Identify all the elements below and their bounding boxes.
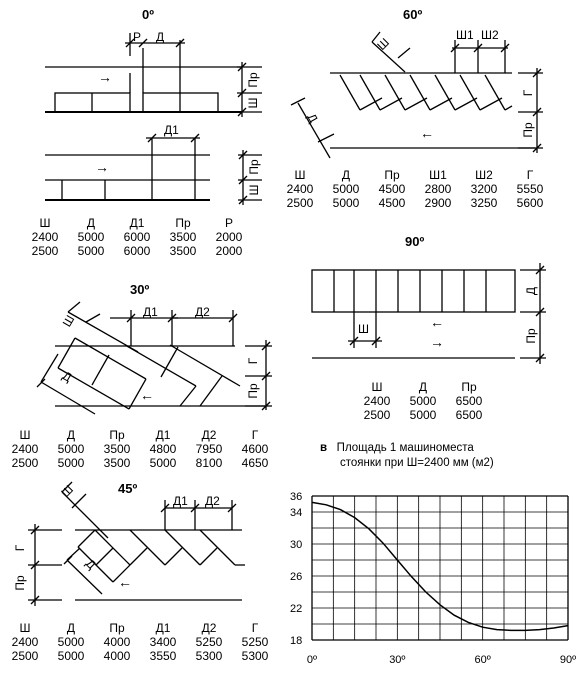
table-header-row xyxy=(2,428,278,442)
label-0-sh: Ш xyxy=(246,97,260,109)
arrow-60: ← xyxy=(420,125,434,141)
label-30-sh: Ш xyxy=(59,312,78,330)
chart-title xyxy=(320,441,570,471)
table-cell: 2800 xyxy=(424,182,452,196)
table-cell: Ш xyxy=(294,168,306,182)
table-cell: 6500 xyxy=(455,408,483,422)
label-0-d: Д xyxy=(156,30,165,44)
table-60 xyxy=(277,168,553,210)
table-cell: Д1 xyxy=(155,621,171,635)
table-row xyxy=(2,456,278,470)
label-60-sh: Ш xyxy=(374,35,393,54)
table-cell: 5000 xyxy=(77,244,105,258)
table-cell: 5000 xyxy=(332,182,360,196)
label-45-d2: Д2 xyxy=(205,494,220,508)
label-0-sh-lower: Ш xyxy=(247,184,261,196)
table-cell: Д xyxy=(418,380,428,394)
table-cell: 5000 xyxy=(57,635,85,649)
label-30-d1: Д1 xyxy=(143,305,158,319)
table-cell: Ш xyxy=(19,428,31,442)
table-cell: 2500 xyxy=(363,408,391,422)
table-header-row xyxy=(354,380,492,394)
table-row xyxy=(2,649,278,663)
arrow-90-right: → xyxy=(430,334,444,350)
table-row xyxy=(354,408,492,422)
table-cell: Д xyxy=(66,621,76,635)
label-60-d: Д xyxy=(304,110,321,126)
table-row xyxy=(2,442,278,456)
table-cell: 3250 xyxy=(470,196,498,210)
y-tick-label: 26 xyxy=(290,571,303,583)
table-cell: 5250 xyxy=(195,635,223,649)
label-0-r: Р xyxy=(133,30,142,44)
scheme-0-upper xyxy=(45,33,262,117)
label-0-pr: Пр xyxy=(246,72,260,88)
table-cell: 5000 xyxy=(57,649,85,663)
title-30: 30º xyxy=(130,282,150,297)
x-tick-label: 0º xyxy=(306,654,318,666)
table-header-row xyxy=(2,621,278,635)
table-cell: 4800 xyxy=(149,442,177,456)
table-cell: 2400 xyxy=(31,230,59,244)
label-45-g: Г xyxy=(13,544,27,552)
table-cell: Ш xyxy=(371,380,383,394)
label-45-d1: Д1 xyxy=(173,494,188,508)
table-cell: 4500 xyxy=(378,182,406,196)
label-90-pr: Пр xyxy=(524,328,538,344)
table-cell: 5000 xyxy=(409,408,437,422)
table-row xyxy=(277,182,553,196)
label-30-d2: Д2 xyxy=(195,305,210,319)
table-cell: 4000 xyxy=(103,649,131,663)
table-cell: 3500 xyxy=(103,442,131,456)
y-tick-label: 34 xyxy=(290,507,303,519)
y-tick-label: 18 xyxy=(290,635,303,647)
label-30-pr: Пр xyxy=(246,383,260,399)
table-cell: 2000 xyxy=(215,244,243,258)
table-cell: 6000 xyxy=(123,244,151,258)
table-cell: 5000 xyxy=(57,442,85,456)
arrow-30: ← xyxy=(140,387,154,403)
table-cell: 5600 xyxy=(516,196,544,210)
table-cell: 4650 xyxy=(241,456,269,470)
table-cell: 6000 xyxy=(123,230,151,244)
table-cell: 3400 xyxy=(149,635,177,649)
table-cell: Д xyxy=(66,428,76,442)
table-cell: Пр xyxy=(461,380,477,394)
label-30-d: Д xyxy=(59,368,75,385)
label-0-d1: Д1 xyxy=(164,123,179,137)
table-cell: 7950 xyxy=(195,442,223,456)
scheme-90 xyxy=(312,263,546,364)
table-cell: Д2 xyxy=(201,428,217,442)
table-cell: 5300 xyxy=(195,649,223,663)
table-cell: Пр xyxy=(384,168,400,182)
table-cell: 5300 xyxy=(241,649,269,663)
table-cell: Пр xyxy=(109,621,125,635)
table-cell: Ш xyxy=(39,216,51,230)
table-cell: Р xyxy=(224,216,233,230)
arrow-90-left: ← xyxy=(430,314,444,330)
table-cell: Г xyxy=(251,428,259,442)
title-90: 90º xyxy=(405,234,425,249)
table-cell: 2400 xyxy=(11,635,39,649)
label-60-pr: Пр xyxy=(521,122,535,138)
label-90-sh: Ш xyxy=(358,322,369,336)
label-0-pr-lower: Пр xyxy=(247,159,261,175)
table-cell: 5550 xyxy=(516,182,544,196)
table-header-row xyxy=(22,216,252,230)
table-cell: Д xyxy=(86,216,96,230)
arrow-0-upper: → xyxy=(98,69,112,85)
scheme-60 xyxy=(291,32,543,158)
arrow-45: ← xyxy=(118,574,132,590)
table-cell: 5250 xyxy=(241,635,269,649)
x-tick-label: 60º xyxy=(474,654,491,666)
table-cell: 2400 xyxy=(286,182,314,196)
table-90 xyxy=(354,380,492,422)
table-row xyxy=(354,394,492,408)
table-row xyxy=(22,230,252,244)
table-cell: 2400 xyxy=(11,442,39,456)
table-cell: Д1 xyxy=(129,216,145,230)
x-tick-label: 30º xyxy=(389,654,406,666)
table-cell: Ш xyxy=(19,621,31,635)
table-cell: 5000 xyxy=(409,394,437,408)
arrow-0-lower: → xyxy=(95,159,109,175)
table-cell: Г xyxy=(251,621,259,635)
title-60: 60º xyxy=(403,7,423,22)
table-cell: 8100 xyxy=(195,456,223,470)
table-cell: Пр xyxy=(109,428,125,442)
table-cell: 5000 xyxy=(332,196,360,210)
label-30-g: Г xyxy=(246,357,260,365)
x-tick-label: 90º xyxy=(559,654,577,666)
label-90-d: Д xyxy=(524,286,538,296)
title-45: 45º xyxy=(118,481,138,496)
table-row xyxy=(277,196,553,210)
table-cell: 5000 xyxy=(77,230,105,244)
table-cell: 2500 xyxy=(31,244,59,258)
chart-title-line1: Площадь 1 машиноместа xyxy=(336,442,474,454)
table-cell: 5000 xyxy=(57,456,85,470)
label-45-pr: Пр xyxy=(13,575,27,591)
label-60-sh2: Ш2 xyxy=(481,28,499,42)
label-60-g: Г xyxy=(521,89,535,97)
table-cell: 3500 xyxy=(169,244,197,258)
table-cell: 4600 xyxy=(241,442,269,456)
table-cell: 4500 xyxy=(378,196,406,210)
table-cell: 3200 xyxy=(470,182,498,196)
table-cell: 2500 xyxy=(11,456,39,470)
table-row xyxy=(2,635,278,649)
table-cell: Г xyxy=(526,168,534,182)
table-cell: 2400 xyxy=(363,394,391,408)
table-cell: Д2 xyxy=(201,621,217,635)
chart-title-line2: стоянки при Ш=2400 мм (м2) xyxy=(340,457,494,469)
table-cell: 3500 xyxy=(169,230,197,244)
table-30 xyxy=(2,428,278,470)
chart-marker: в xyxy=(320,442,328,454)
table-header-row xyxy=(277,168,553,182)
table-0 xyxy=(22,216,252,258)
table-row xyxy=(22,244,252,258)
table-cell: 2900 xyxy=(424,196,452,210)
table-cell: 2500 xyxy=(11,649,39,663)
title-0: 0º xyxy=(142,7,154,22)
table-cell: Ш2 xyxy=(475,168,493,182)
y-tick-label: 22 xyxy=(290,603,303,615)
label-60-sh1: Ш1 xyxy=(456,28,474,42)
table-cell: Ш1 xyxy=(429,168,447,182)
table-cell: 6500 xyxy=(455,394,483,408)
table-cell: Д1 xyxy=(155,428,171,442)
label-45-d: Д xyxy=(83,556,99,572)
table-cell: 2000 xyxy=(215,230,243,244)
area-chart xyxy=(290,491,576,666)
table-cell: 4000 xyxy=(103,635,131,649)
table-cell: 2500 xyxy=(286,196,314,210)
table-cell: 5000 xyxy=(149,456,177,470)
label-45-sh: Ш xyxy=(58,482,77,501)
y-tick-label: 30 xyxy=(290,539,303,551)
table-45 xyxy=(2,621,278,663)
table-cell: 3500 xyxy=(103,456,131,470)
scheme-0-lower xyxy=(45,134,262,205)
table-cell: 3550 xyxy=(149,649,177,663)
table-cell: Д xyxy=(341,168,351,182)
table-cell: Пр xyxy=(175,216,191,230)
y-tick-label: 36 xyxy=(290,491,303,503)
